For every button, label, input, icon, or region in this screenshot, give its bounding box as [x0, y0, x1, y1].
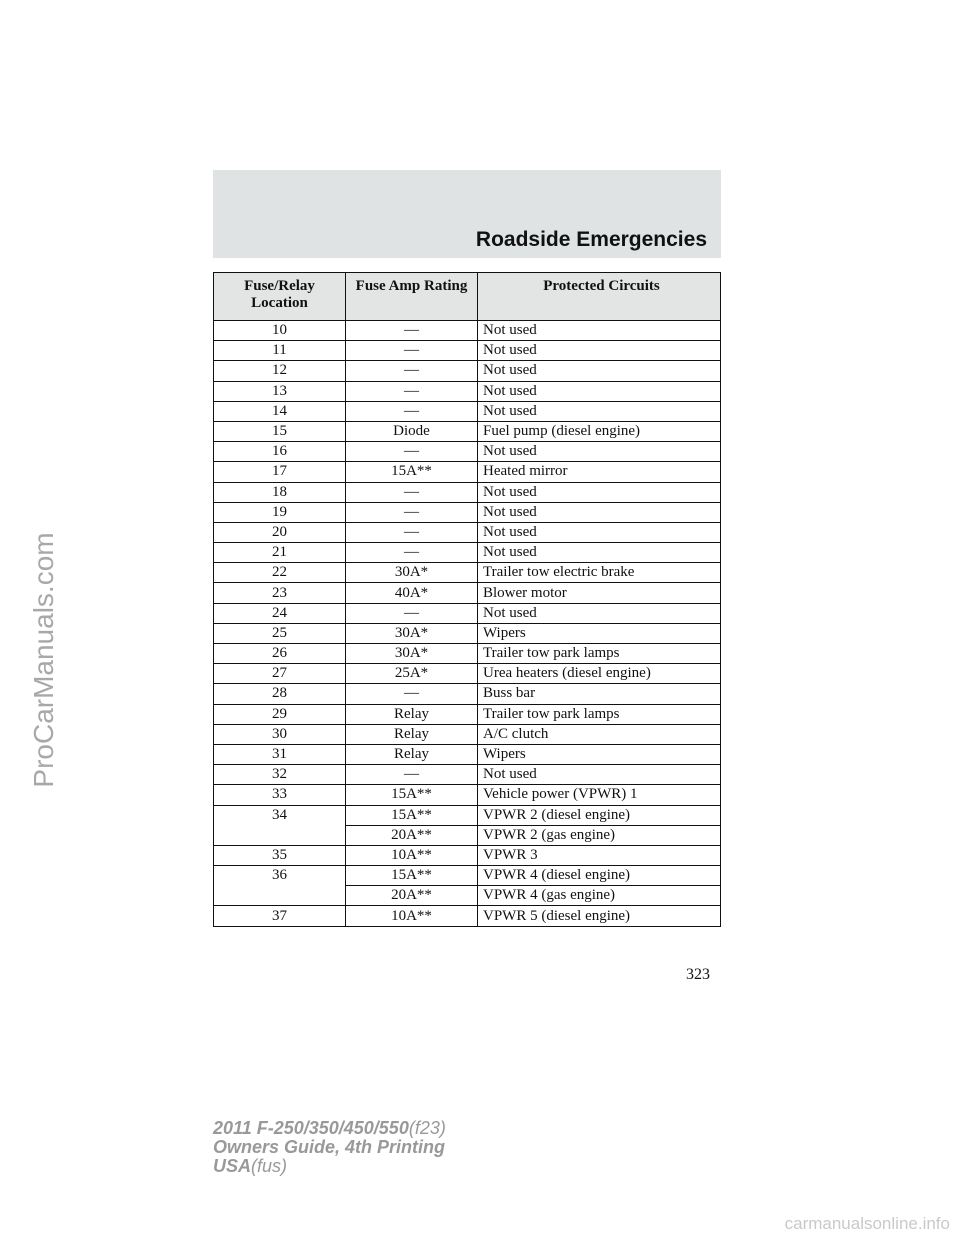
table-row	[214, 522, 721, 542]
cell-location: 28	[214, 684, 346, 704]
table-row	[214, 543, 721, 563]
table-row	[214, 906, 721, 926]
cell-circuit: Not used	[478, 603, 721, 623]
cell-location: 33	[214, 785, 346, 805]
cell-location: 34	[214, 805, 346, 825]
cell-circuit: Vehicle power (VPWR) 1	[478, 785, 721, 805]
cell-location: 14	[214, 401, 346, 421]
table-row	[214, 785, 721, 805]
table-row	[214, 623, 721, 643]
cell-circuit: VPWR 2 (gas engine)	[478, 825, 721, 845]
cell-amp-rating: —	[346, 341, 478, 361]
cell-amp-rating: 10A**	[346, 906, 478, 926]
cell-circuit: Urea heaters (diesel engine)	[478, 664, 721, 684]
cell-amp-rating: —	[346, 765, 478, 785]
cell-circuit: Trailer tow park lamps	[478, 704, 721, 724]
cell-amp-rating: 20A**	[346, 886, 478, 906]
table-row	[214, 502, 721, 522]
header-protected-circuits: Protected Circuits	[478, 273, 721, 321]
table-row	[214, 684, 721, 704]
footer-model: 2011 F-250/350/450/550	[213, 1118, 409, 1138]
cell-circuit: Not used	[478, 502, 721, 522]
table-row	[214, 421, 721, 441]
table-row	[214, 341, 721, 361]
cell-amp-rating: 30A*	[346, 563, 478, 583]
cell-location: 25	[214, 623, 346, 643]
cell-location: 19	[214, 502, 346, 522]
cell-amp-rating: —	[346, 502, 478, 522]
cell-circuit: Wipers	[478, 744, 721, 764]
cell-amp-rating: 20A**	[346, 825, 478, 845]
cell-circuit: Not used	[478, 381, 721, 401]
cell-location: 15	[214, 421, 346, 441]
cell-amp-rating: 10A**	[346, 845, 478, 865]
table-row	[214, 583, 721, 603]
table-row	[214, 603, 721, 623]
cell-amp-rating: —	[346, 684, 478, 704]
cell-circuit: Not used	[478, 765, 721, 785]
table-row	[214, 381, 721, 401]
cell-location: 12	[214, 361, 346, 381]
fuse-table	[213, 272, 721, 927]
fuse-table-body	[214, 321, 721, 927]
cell-location: 16	[214, 442, 346, 462]
table-row	[214, 845, 721, 865]
table-row	[214, 765, 721, 785]
footer-line-1	[213, 1119, 446, 1138]
cell-amp-rating: 15A**	[346, 462, 478, 482]
table-row	[214, 825, 721, 845]
cell-location: 35	[214, 845, 346, 865]
footer-market: USA	[213, 1156, 252, 1176]
cell-amp-rating: —	[346, 522, 478, 542]
cell-amp-rating: —	[346, 603, 478, 623]
cell-location: 37	[214, 906, 346, 926]
table-row	[214, 442, 721, 462]
table-row	[214, 563, 721, 583]
cell-location: 36	[214, 866, 346, 886]
cell-location: 29	[214, 704, 346, 724]
cell-amp-rating: 15A**	[346, 805, 478, 825]
cell-amp-rating: —	[346, 361, 478, 381]
cell-circuit: Not used	[478, 321, 721, 341]
cell-circuit: Not used	[478, 401, 721, 421]
cell-amp-rating: 25A*	[346, 664, 478, 684]
cell-circuit: Blower motor	[478, 583, 721, 603]
section-title: Roadside Emergencies	[475, 228, 707, 251]
cell-location: 26	[214, 644, 346, 664]
cell-location: 18	[214, 482, 346, 502]
cell-location	[214, 825, 346, 845]
cell-circuit: Trailer tow electric brake	[478, 563, 721, 583]
table-row	[214, 664, 721, 684]
table-row	[214, 866, 721, 886]
cell-amp-rating: Relay	[346, 744, 478, 764]
header-amp-rating: Fuse Amp Rating	[346, 273, 478, 321]
cell-amp-rating: Diode	[346, 421, 478, 441]
cell-amp-rating: 40A*	[346, 583, 478, 603]
cell-location: 22	[214, 563, 346, 583]
cell-circuit: VPWR 2 (diesel engine)	[478, 805, 721, 825]
cell-amp-rating: —	[346, 381, 478, 401]
site-watermark: carmanualsonline.info	[784, 1214, 950, 1233]
table-row	[214, 361, 721, 381]
section-header-band	[213, 170, 721, 258]
cell-location: 31	[214, 744, 346, 764]
table-row	[214, 401, 721, 421]
cell-location: 11	[214, 341, 346, 361]
cell-circuit: Not used	[478, 543, 721, 563]
document-footer	[213, 1119, 446, 1176]
page-number: 323	[686, 966, 710, 983]
cell-location: 20	[214, 522, 346, 542]
cell-amp-rating: 15A**	[346, 866, 478, 886]
cell-amp-rating: —	[346, 543, 478, 563]
table-header-row	[214, 273, 721, 321]
table-row	[214, 805, 721, 825]
cell-circuit: Fuel pump (diesel engine)	[478, 421, 721, 441]
cell-circuit: Not used	[478, 482, 721, 502]
cell-circuit: Trailer tow park lamps	[478, 644, 721, 664]
cell-amp-rating: —	[346, 442, 478, 462]
cell-amp-rating: 15A**	[346, 785, 478, 805]
cell-circuit: Heated mirror	[478, 462, 721, 482]
cell-circuit: Not used	[478, 341, 721, 361]
table-row	[214, 744, 721, 764]
cell-amp-rating: —	[346, 482, 478, 502]
footer-line-2: Owners Guide, 4th Printing	[213, 1137, 446, 1157]
cell-amp-rating: —	[346, 401, 478, 421]
footer-model-code: (f23)	[408, 1118, 446, 1138]
table-row	[214, 724, 721, 744]
cell-amp-rating: 30A*	[346, 644, 478, 664]
cell-circuit: Not used	[478, 522, 721, 542]
cell-circuit: Not used	[478, 361, 721, 381]
table-row	[214, 321, 721, 341]
watermark: ProCarManuals.com	[28, 532, 59, 788]
cell-amp-rating: Relay	[346, 704, 478, 724]
cell-location: 23	[214, 583, 346, 603]
cell-amp-rating: —	[346, 321, 478, 341]
cell-circuit: Wipers	[478, 623, 721, 643]
table-row	[214, 644, 721, 664]
cell-location: 32	[214, 765, 346, 785]
header-location: Fuse/Relay Location	[214, 273, 346, 321]
footer-market-code: (fus)	[251, 1156, 288, 1176]
table-row	[214, 482, 721, 502]
footer-line-3	[213, 1157, 446, 1176]
cell-location	[214, 886, 346, 906]
cell-location: 21	[214, 543, 346, 563]
cell-location: 13	[214, 381, 346, 401]
cell-location: 24	[214, 603, 346, 623]
cell-circuit: VPWR 5 (diesel engine)	[478, 906, 721, 926]
cell-location: 27	[214, 664, 346, 684]
cell-amp-rating: 30A*	[346, 623, 478, 643]
cell-circuit: VPWR 4 (diesel engine)	[478, 866, 721, 886]
cell-location: 30	[214, 724, 346, 744]
cell-circuit: Not used	[478, 442, 721, 462]
cell-location: 10	[214, 321, 346, 341]
cell-amp-rating: Relay	[346, 724, 478, 744]
cell-circuit: A/C clutch	[478, 724, 721, 744]
table-row	[214, 886, 721, 906]
cell-location: 17	[214, 462, 346, 482]
table-row	[214, 462, 721, 482]
table-row	[214, 704, 721, 724]
cell-circuit: Buss bar	[478, 684, 721, 704]
cell-circuit: VPWR 3	[478, 845, 721, 865]
cell-circuit: VPWR 4 (gas engine)	[478, 886, 721, 906]
